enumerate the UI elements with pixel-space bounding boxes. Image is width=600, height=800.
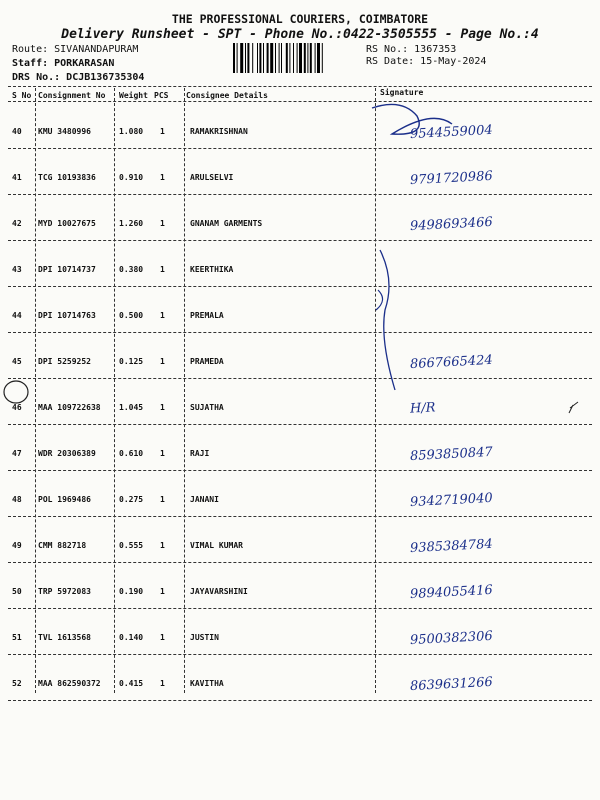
cell-weight: 0.910 — [119, 173, 144, 182]
column-header-signature: Signature — [380, 88, 424, 97]
signature-handwriting: 9385384784 — [409, 536, 494, 557]
cell-consignee: ARULSELVI — [190, 173, 234, 182]
cell-sno: 48 — [12, 495, 22, 504]
cell-consignment: MAA 862590372 — [38, 679, 101, 688]
signature-handwriting: 8639631266 — [409, 674, 494, 695]
cell-consignee: KEERTHIKA — [190, 265, 234, 274]
cell-pcs: 1 — [160, 219, 165, 228]
cell-pcs: 1 — [160, 357, 165, 366]
cell-sno: 41 — [12, 173, 22, 182]
company-title: THE PROFESSIONAL COURIERS, COIMBATORE — [171, 12, 429, 26]
cell-weight: 0.555 — [119, 541, 144, 550]
cell-sno: 46 — [12, 403, 22, 412]
cell-consignment: DPI 5259252 — [38, 357, 91, 366]
cell-weight: 0.125 — [119, 357, 144, 366]
signature-handwriting: 9342719040 — [409, 490, 494, 511]
cell-pcs: 1 — [160, 449, 165, 458]
cell-consignment: MAA 109722638 — [38, 403, 101, 412]
cell-sno: 45 — [12, 357, 22, 366]
cell-consignment: TRP 5972083 — [38, 587, 91, 596]
cell-weight: 0.275 — [119, 495, 144, 504]
cell-pcs: 1 — [160, 541, 165, 550]
column-header-consignment: Consignment No — [38, 91, 106, 100]
cell-consignee: SUJATHA — [190, 403, 224, 412]
column-header-pcs: PCS — [154, 91, 169, 100]
cell-consignment: MYD 10027675 — [38, 219, 96, 228]
cell-sno: 51 — [12, 633, 22, 642]
cell-pcs: 1 — [160, 173, 165, 182]
cell-consignee: KAVITHA — [190, 679, 224, 688]
cell-consignee: RAMAKRISHNAN — [190, 127, 248, 136]
cell-consignee: JANANI — [190, 495, 219, 504]
cell-consignment: DPI 10714763 — [38, 311, 96, 320]
signature-handwriting: 9498693466 — [409, 214, 494, 235]
cell-consignee: RAJI — [190, 449, 210, 458]
signature-handwriting: 8667665424 — [409, 352, 494, 373]
cell-weight: 0.380 — [119, 265, 144, 274]
cell-consignee: VIMAL KUMAR — [190, 541, 243, 550]
cell-weight: 0.140 — [119, 633, 144, 642]
column-header-weight: Weight — [119, 91, 148, 100]
cell-consignee: JAYAVARSHINI — [190, 587, 248, 596]
cell-weight: 0.500 — [119, 311, 144, 320]
cell-pcs: 1 — [160, 679, 165, 688]
cell-sno: 50 — [12, 587, 22, 596]
cell-sno: 40 — [12, 127, 22, 136]
rs-date: RS Date: 15-May-2024 — [366, 56, 487, 67]
cell-consignment: WDR 20306389 — [38, 449, 96, 458]
cell-consignee: PREMALA — [190, 311, 224, 320]
cell-consignment: TVL 1613568 — [38, 633, 91, 642]
cell-consignee: PRAMEDA — [190, 357, 224, 366]
cell-weight: 0.190 — [119, 587, 144, 596]
cell-pcs: 1 — [160, 265, 165, 274]
drs-number: DRS No.: DCJB136735304 — [12, 72, 145, 83]
cell-sno: 47 — [12, 449, 22, 458]
runsheet-subtitle: Delivery Runsheet - SPT - Phone No.:0422-3505555 - Page No.:4 — [61, 27, 539, 42]
cell-consignment: POL 1969486 — [38, 495, 91, 504]
cell-pcs: 1 — [160, 403, 165, 412]
column-header-consignee: Consignee Details — [186, 91, 268, 100]
cell-weight: 1.260 — [119, 219, 144, 228]
signature-handwriting: 9791720986 — [409, 168, 494, 189]
cell-pcs: 1 — [160, 633, 165, 642]
column-header-sno: S No — [12, 91, 32, 100]
cell-consignee: JUSTIN — [190, 633, 219, 642]
cell-weight: 0.415 — [119, 679, 144, 688]
cell-consignment: CMM 882718 — [38, 541, 87, 550]
cell-consignee: GNANAM GARMENTS — [190, 219, 263, 228]
cell-weight: 1.045 — [119, 403, 144, 412]
signature-handwriting: 9894055416 — [409, 582, 494, 603]
cell-sno: 49 — [12, 541, 22, 550]
rs-number: RS No.: 1367353 — [366, 44, 457, 55]
cell-weight: 0.610 — [119, 449, 144, 458]
cell-pcs: 1 — [160, 311, 165, 320]
cell-consignment: TCG 10193836 — [38, 173, 96, 182]
cell-consignment: DPI 10714737 — [38, 265, 96, 274]
cell-weight: 1.080 — [119, 127, 144, 136]
cell-pcs: 1 — [160, 127, 165, 136]
signature-handwriting: 8593850847 — [409, 444, 494, 465]
cell-sno: 43 — [12, 265, 22, 274]
cell-consignment: KMU 3480996 — [38, 127, 91, 136]
cell-sno: 52 — [12, 679, 22, 688]
signature-handwriting: 9500382306 — [409, 628, 494, 649]
cell-sno: 42 — [12, 219, 22, 228]
signature-handwriting: H/R — [409, 400, 436, 417]
cell-pcs: 1 — [160, 587, 165, 596]
signature-handwriting: 9544559004 — [409, 122, 494, 143]
staff-label: Staff: PORKARASAN — [12, 58, 115, 69]
cell-sno: 44 — [12, 311, 22, 320]
route-label: Route: SIVANANDAPURAM — [12, 44, 139, 55]
cell-pcs: 1 — [160, 495, 165, 504]
